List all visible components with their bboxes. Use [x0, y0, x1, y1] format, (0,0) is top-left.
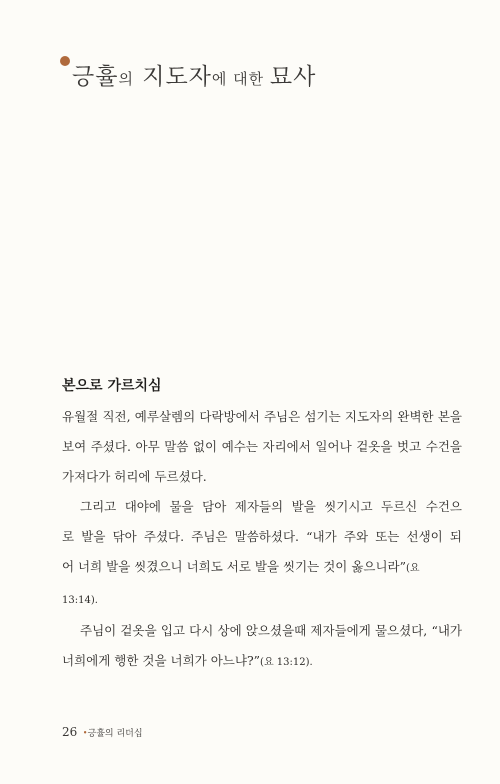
- book-title: 긍휼의 리더십: [87, 729, 143, 739]
- line-text: 너희에게 행한 것을 너희가 아느냐?”: [62, 653, 261, 668]
- bullet-icon: •: [82, 728, 88, 738]
- paragraph-line: 주님이 겉옷을 입고 다시 상에 앉으셨을때 제자들에게 물으셨다, “내가: [80, 623, 462, 638]
- title-text: 에 대한: [211, 70, 270, 88]
- scripture-reference: (요: [406, 563, 420, 574]
- page-footer: [62, 725, 143, 739]
- line-text: 어 너희 발을 씻겼으니 너희도 서로 발을 씻기는 것이 옳으니라”: [62, 559, 407, 574]
- paragraph-line: [62, 552, 462, 584]
- title-bullet-icon: [60, 56, 70, 66]
- section-heading: 본으로 가르치심: [62, 378, 162, 394]
- paragraph-line: 가져다가 허리에 두르셨다.: [62, 469, 207, 484]
- chapter-title: [72, 58, 316, 91]
- paragraph-line: [62, 584, 462, 616]
- paragraph-line: 유월절 직전, 예루살렘의 다락방에서 주님은 섬기는 지도자의 완벽한 본을: [62, 409, 462, 424]
- title-text: 지도자: [133, 64, 212, 90]
- scripture-reference: (요 13:12).: [260, 657, 313, 668]
- title-text: 묘사: [269, 64, 317, 90]
- paragraph-line: 그리고 대야에 물을 담아 제자들의 발을 씻기시고 두르신 수건으: [80, 499, 462, 514]
- paragraph-line: 보여 주셨다. 아무 말씀 없이 예수는 자리에서 일어나 겉옷을 벗고 수건을: [62, 439, 462, 454]
- page-number: 26: [62, 725, 78, 739]
- scripture-reference: 13:14).: [62, 595, 98, 606]
- title-text: 긍휼: [72, 64, 119, 90]
- paragraph-line: [62, 646, 462, 678]
- paragraph-line: 로 발을 닦아 주셨다. 주님은 말씀하셨다. “내가 주와 또는 선생이 되: [62, 529, 462, 544]
- title-text: 의: [118, 70, 134, 88]
- body-text: [62, 402, 462, 678]
